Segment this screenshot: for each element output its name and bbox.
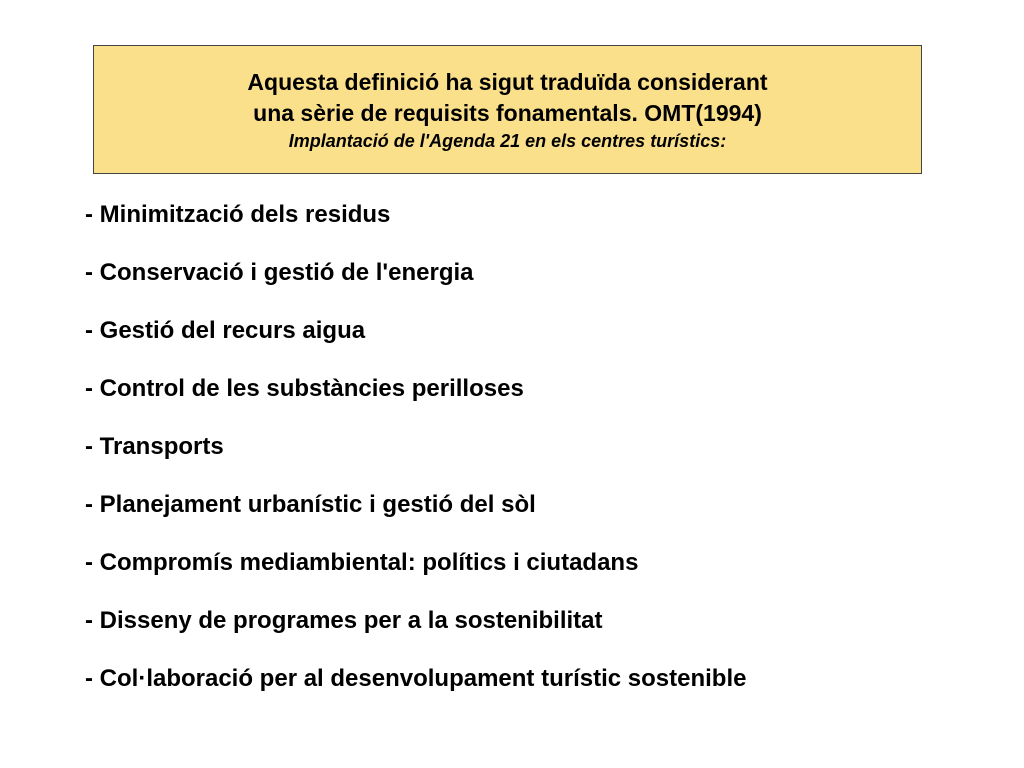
requirement-item: - Planejament urbanístic i gestió del sòl — [85, 491, 536, 518]
requirement-item: - Gestió del recurs aigua — [85, 317, 366, 344]
requirement-item: - Disseny de programes per a la sostenibilitat — [85, 607, 603, 634]
requirement-item: - Col·laboració per al desenvolupament turístic sostenible — [85, 665, 747, 692]
requirement-item: - Compromís mediambiental: polítics i ciutadans — [85, 549, 639, 576]
requirement-item: - Transports — [85, 433, 224, 460]
requirement-item: - Control de les substàncies perilloses — [85, 375, 524, 402]
title-line-2: una sèrie de requisits fonamentals. OMT(1994) — [253, 99, 762, 126]
title-line-1: Aquesta definició ha sigut traduïda considerant — [247, 68, 768, 95]
title-box — [93, 45, 922, 174]
subtitle: Implantació de l'Agenda 21 en els centres turístics: — [288, 130, 727, 151]
requirement-item: - Minimització dels residus — [85, 201, 391, 228]
requirements-list — [85, 196, 746, 718]
requirement-item: - Conservació i gestió de l'energia — [85, 259, 474, 286]
